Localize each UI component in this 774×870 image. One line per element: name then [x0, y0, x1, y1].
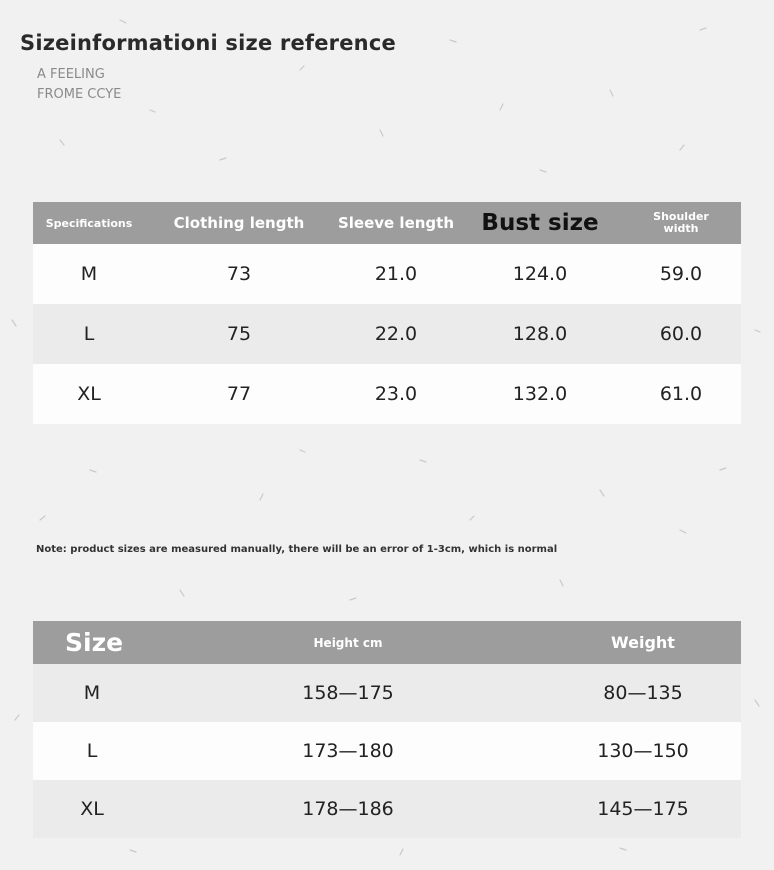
sleeve-length-value: 23.0 [374, 383, 418, 405]
header-bust-size: Bust size [481, 210, 599, 236]
height-weight-table [33, 621, 741, 838]
weight-range-value: 145—175 [597, 798, 689, 820]
size-label: XL [80, 798, 104, 820]
measurement-note: Note: product sizes are measured manually, there will be an error of 1-3cm, which is normal [36, 544, 558, 555]
header-sleeve-length: Sleeve length [337, 214, 455, 232]
size-label: L [86, 740, 98, 762]
tagline-line-2: FROME CCYE [37, 87, 122, 102]
weight-range-value: 80—135 [603, 682, 683, 704]
height-range-value: 158—175 [302, 682, 394, 704]
header-shoulder-width: Shoulder width [653, 210, 709, 235]
bust-size-value: 132.0 [512, 383, 568, 405]
shoulder-width-value: 61.0 [659, 383, 703, 405]
size-label: M [80, 263, 98, 285]
header-clothing-length: Clothing length [173, 214, 305, 232]
brand-tagline [37, 65, 121, 105]
height-range-value: 178—186 [302, 798, 394, 820]
table-row [33, 722, 741, 780]
header-specifications: Specifications [45, 216, 133, 230]
weight-range-value: 130—150 [597, 740, 689, 762]
table-row [33, 664, 741, 722]
fit-table-header [33, 621, 741, 664]
header-size: Size [65, 628, 124, 657]
sleeve-length-value: 22.0 [374, 323, 418, 345]
sleeve-length-value: 21.0 [374, 263, 418, 285]
table-row [33, 780, 741, 838]
shoulder-width-value: 59.0 [659, 263, 703, 285]
table-row [33, 364, 741, 424]
header-height: Height cm [313, 635, 383, 650]
garment-size-table [33, 202, 741, 424]
size-label: M [83, 682, 101, 704]
size-label: XL [77, 383, 101, 405]
size-label: L [83, 323, 95, 345]
clothing-length-value: 73 [226, 263, 252, 285]
bust-size-value: 124.0 [512, 263, 568, 285]
table-row [33, 304, 741, 364]
page-title: Sizeinformationi size reference [20, 31, 396, 55]
table-row [33, 244, 741, 304]
clothing-length-value: 75 [226, 323, 252, 345]
shoulder-width-value: 60.0 [659, 323, 703, 345]
tagline-line-1: A FEELING [37, 67, 105, 82]
garment-table-header [33, 202, 741, 244]
header-weight: Weight [611, 633, 675, 652]
bust-size-value: 128.0 [512, 323, 568, 345]
height-range-value: 173—180 [302, 740, 394, 762]
clothing-length-value: 77 [226, 383, 252, 405]
